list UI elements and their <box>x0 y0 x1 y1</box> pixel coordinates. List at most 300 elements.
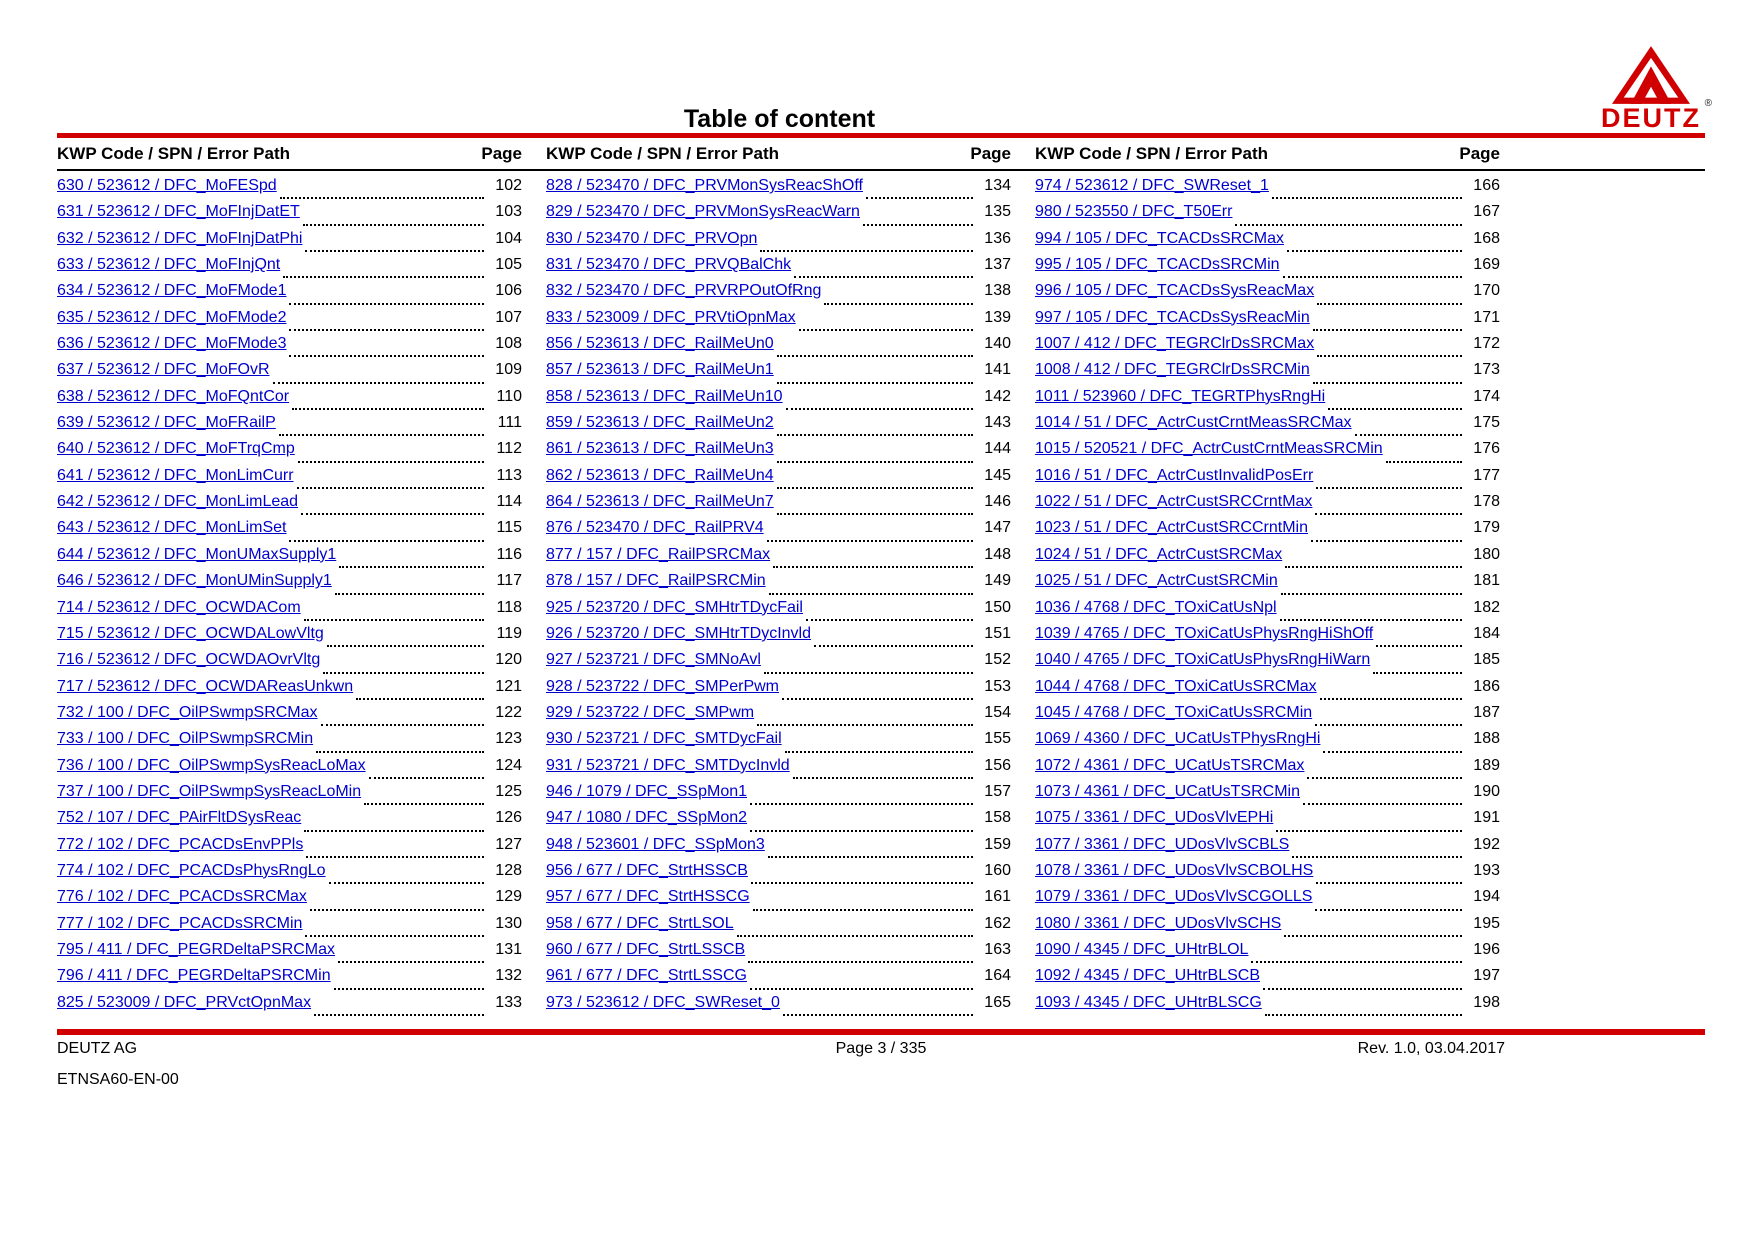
toc-row <box>57 335 522 361</box>
dot-leader <box>767 540 973 542</box>
dot-leader <box>799 329 973 331</box>
toc-entry-page: 104 <box>495 229 522 247</box>
toc-entry-page: 196 <box>1473 940 1500 958</box>
toc-column-1 <box>57 177 522 1020</box>
toc-entry-link[interactable]: 646 / 523612 / DFC_MonUMinSupply1 <box>57 572 332 590</box>
toc-entry-page: 115 <box>496 519 522 537</box>
toc-row <box>1035 941 1500 967</box>
toc-entry-page: 161 <box>984 888 1011 906</box>
toc-row <box>57 599 522 625</box>
toc-entry-page: 140 <box>984 335 1011 353</box>
toc-entry-link[interactable]: 1011 / 523960 / DFC_TEGRTPhysRngHi <box>1035 387 1326 405</box>
toc-entry-link[interactable]: 958 / 677 / DFC_StrtLSOL <box>546 914 734 932</box>
toc-entry-page: 141 <box>984 361 1011 379</box>
toc-entry-link[interactable]: 832 / 523470 / DFC_PRVRPOutOfRng <box>546 282 822 300</box>
toc-entry-page: 195 <box>1473 914 1500 932</box>
toc-entry-link[interactable]: 833 / 523009 / DFC_PRVtiOpnMax <box>546 308 796 326</box>
toc-row <box>57 519 522 545</box>
toc-entry-link[interactable]: 878 / 157 / DFC_RailPSRCMin <box>546 572 766 590</box>
toc-entry-page: 110 <box>496 387 522 405</box>
toc-entry-page: 137 <box>984 256 1011 274</box>
toc-entry-page: 163 <box>984 940 1011 958</box>
dot-leader <box>305 935 484 937</box>
dot-leader <box>289 355 484 357</box>
toc-entry-page: 134 <box>984 177 1011 194</box>
toc-row <box>57 651 522 677</box>
toc-row <box>57 203 522 229</box>
dot-leader <box>1285 566 1462 568</box>
toc-entry-link[interactable]: 737 / 100 / DFC_OilPSwmpSysReacLoMin <box>57 782 362 800</box>
dot-leader <box>1276 830 1462 832</box>
toc-entry-link[interactable]: 956 / 677 / DFC_StrtHSSCB <box>546 861 748 879</box>
dot-leader <box>279 434 484 436</box>
toc-entry-link[interactable]: 1078 / 3361 / DFC_UDosVlvSCBOLHS <box>1035 861 1314 879</box>
toc-row <box>546 256 1011 282</box>
toc-entry-link[interactable]: 996 / 105 / DFC_TCACDsSysReacMax <box>1035 282 1315 300</box>
toc-row <box>57 282 522 308</box>
toc-entry-link[interactable]: 716 / 523612 / DFC_OCWDAOvrVltg <box>57 651 321 669</box>
toc-entry-link[interactable]: 772 / 102 / DFC_PCACDsEnvPPls <box>57 835 304 853</box>
toc-entry-page: 112 <box>496 440 522 458</box>
toc-row <box>546 493 1011 519</box>
toc-entry-link[interactable]: 1015 / 520521 / DFC_ActrCustCrntMeasSRCMin <box>1035 440 1383 458</box>
toc-row <box>57 493 522 519</box>
toc-entry-link[interactable]: 776 / 102 / DFC_PCACDsSRCMax <box>57 888 307 906</box>
toc-row <box>57 994 522 1020</box>
dot-leader <box>757 724 973 726</box>
page-header: Page <box>1459 144 1500 163</box>
toc-row <box>57 388 522 414</box>
toc-entry-link[interactable]: 830 / 523470 / DFC_PRVOpn <box>546 229 758 247</box>
toc-row <box>1035 809 1500 835</box>
toc-entry-link[interactable]: 946 / 1079 / DFC_SSpMon1 <box>546 782 748 800</box>
toc-row <box>1035 783 1500 809</box>
dot-leader <box>764 672 973 674</box>
toc-entry-link[interactable]: 777 / 102 / DFC_PCACDsSRCMin <box>57 914 303 932</box>
toc-entry-link[interactable]: 877 / 157 / DFC_RailPSRCMax <box>546 545 771 563</box>
toc-entry-link[interactable]: 857 / 523613 / DFC_RailMeUn1 <box>546 361 774 379</box>
dot-leader <box>1283 276 1462 278</box>
toc-entry-page: 155 <box>984 730 1011 748</box>
toc-entry-page: 160 <box>984 861 1011 879</box>
toc-row <box>546 546 1011 572</box>
dot-leader <box>316 751 484 753</box>
dot-leader <box>297 487 484 489</box>
toc-entry-link[interactable]: 642 / 523612 / DFC_MonLimLead <box>57 493 299 511</box>
toc-entry-link[interactable]: 997 / 105 / DFC_TCACDsSysReacMin <box>1035 308 1310 326</box>
dot-leader <box>273 382 484 384</box>
toc-row <box>1035 361 1500 387</box>
footer-page-indicator: Page 3 / 335 <box>835 1040 927 1057</box>
toc-entry-page: 176 <box>1473 440 1500 458</box>
toc-row <box>57 757 522 783</box>
toc-row <box>1035 599 1500 625</box>
dot-leader <box>1235 224 1462 226</box>
toc-entry-page: 194 <box>1473 888 1500 906</box>
logo-text: DEUTZ <box>1601 103 1701 133</box>
toc-entry-page: 152 <box>984 651 1011 669</box>
toc-entry-link[interactable]: 1014 / 51 / DFC_ActrCustCrntMeasSRCMax <box>1035 414 1352 432</box>
toc-row <box>1035 256 1500 282</box>
registered-mark-icon: ® <box>1704 98 1712 109</box>
toc-entry-link[interactable]: 948 / 523601 / DFC_SSpMon3 <box>546 835 765 853</box>
toc-row <box>546 809 1011 835</box>
dot-leader <box>310 909 484 911</box>
toc-entry-link[interactable]: 929 / 523722 / DFC_SMPwm <box>546 703 755 721</box>
toc-entry-page: 173 <box>1473 361 1500 379</box>
toc-entry-page: 146 <box>984 493 1011 511</box>
toc-row <box>546 730 1011 756</box>
dot-leader <box>356 698 484 700</box>
dot-leader <box>1287 250 1462 252</box>
dot-leader <box>751 882 973 884</box>
toc-row <box>1035 493 1500 519</box>
toc-entry-link[interactable]: 831 / 523470 / DFC_PRVQBalChk <box>546 256 792 274</box>
toc-entry-link[interactable]: 1073 / 4361 / DFC_UCatUsTSRCMin <box>1035 782 1300 800</box>
toc-entry-link[interactable]: 828 / 523470 / DFC_PRVMonSysReacShOff <box>546 177 863 194</box>
toc-entry-link[interactable]: 994 / 105 / DFC_TCACDsSRCMax <box>1035 229 1284 247</box>
dot-leader <box>1355 434 1462 436</box>
toc-row <box>57 809 522 835</box>
toc-row <box>1035 519 1500 545</box>
toc-entry-link[interactable]: 960 / 677 / DFC_StrtLSSCB <box>546 940 746 958</box>
toc-entry-link[interactable]: 634 / 523612 / DFC_MoFMode1 <box>57 282 287 300</box>
toc-entry-link[interactable]: 1072 / 4361 / DFC_UCatUsTSRCMax <box>1035 756 1305 774</box>
toc-entry-link[interactable]: 861 / 523613 / DFC_RailMeUn3 <box>546 440 774 458</box>
toc-entry-page: 158 <box>984 809 1011 827</box>
toc-entry-page: 178 <box>1473 493 1500 511</box>
toc-row <box>546 783 1011 809</box>
toc-row <box>1035 309 1500 335</box>
toc-column-3 <box>1035 177 1500 1020</box>
deutz-wordmark <box>1601 98 1712 133</box>
toc-entry-link[interactable]: 927 / 523721 / DFC_SMNoAvl <box>546 651 761 669</box>
toc-row <box>57 414 522 440</box>
toc-row <box>57 862 522 888</box>
toc-entry-page: 142 <box>984 387 1011 405</box>
toc-entry-link[interactable]: 1077 / 3361 / DFC_UDosVlvSCBLS <box>1035 835 1290 853</box>
toc-row <box>546 361 1011 387</box>
toc-entry-link[interactable]: 630 / 523612 / DFC_MoFESpd <box>57 177 277 194</box>
toc-entry-link[interactable]: 795 / 411 / DFC_PEGRDeltaPSRCMax <box>57 940 336 958</box>
toc-entry-link[interactable]: 864 / 523613 / DFC_RailMeUn7 <box>546 493 774 511</box>
toc-entry-page: 145 <box>984 466 1011 484</box>
toc-row <box>1035 230 1500 256</box>
toc-row <box>1035 704 1500 730</box>
toc-entry-page: 120 <box>495 651 522 669</box>
toc-entry-link[interactable]: 1045 / 4768 / DFC_TOxiCatUsSRCMin <box>1035 703 1313 721</box>
toc-entry-link[interactable]: 825 / 523009 / DFC_PRVctOpnMax <box>57 993 312 1011</box>
dot-leader <box>1272 197 1462 199</box>
toc-row <box>546 836 1011 862</box>
toc-row <box>1035 967 1500 993</box>
dot-leader <box>750 830 973 832</box>
toc-entry-link[interactable]: 733 / 100 / DFC_OilPSwmpSRCMin <box>57 730 314 748</box>
toc-entry-link[interactable]: 980 / 523550 / DFC_T50Err <box>1035 203 1233 221</box>
toc-row <box>57 572 522 598</box>
toc-entry-link[interactable]: 643 / 523612 / DFC_MonLimSet <box>57 519 287 537</box>
dot-leader <box>777 355 973 357</box>
toc-row <box>1035 282 1500 308</box>
toc-entry-page: 150 <box>984 598 1011 616</box>
dot-leader <box>786 408 973 410</box>
toc-entry-link[interactable]: 995 / 105 / DFC_TCACDsSRCMin <box>1035 256 1280 274</box>
dot-leader <box>750 988 973 990</box>
dot-leader <box>304 619 484 621</box>
toc-entry-page: 186 <box>1473 677 1500 695</box>
toc-entry-link[interactable]: 736 / 100 / DFC_OilPSwmpSysReacLoMax <box>57 756 366 774</box>
toc-entry-page: 153 <box>984 677 1011 695</box>
toc-entry-link[interactable]: 856 / 523613 / DFC_RailMeUn0 <box>546 335 774 353</box>
toc-entry-page: 149 <box>984 572 1011 590</box>
toc-entry-link[interactable]: 631 / 523612 / DFC_MoFInjDatET <box>57 203 300 221</box>
toc-entry-page: 159 <box>984 835 1011 853</box>
dot-leader <box>280 197 484 199</box>
toc-entry-page: 170 <box>1473 282 1500 300</box>
toc-entry-page: 164 <box>984 967 1011 985</box>
toc-row <box>57 730 522 756</box>
toc-entry-link[interactable]: 644 / 523612 / DFC_MonUMaxSupply1 <box>57 545 337 563</box>
toc-entry-link[interactable]: 876 / 523470 / DFC_RailPRV4 <box>546 519 764 537</box>
toc-entry-link[interactable]: 930 / 523721 / DFC_SMTDycFail <box>546 730 782 748</box>
toc-row <box>546 678 1011 704</box>
toc-entry-page: 144 <box>984 440 1011 458</box>
toc-row <box>57 467 522 493</box>
dot-leader <box>1303 803 1462 805</box>
toc-entry-link[interactable]: 636 / 523612 / DFC_MoFMode3 <box>57 335 287 353</box>
toc-entry-link[interactable]: 947 / 1080 / DFC_SSpMon2 <box>546 809 748 827</box>
toc-entry-page: 148 <box>984 545 1011 563</box>
toc-entry-link[interactable]: 961 / 677 / DFC_StrtLSSCG <box>546 967 747 985</box>
toc-row <box>546 335 1011 361</box>
toc-entry-page: 154 <box>984 703 1011 721</box>
dot-leader <box>768 856 973 858</box>
dot-leader <box>777 382 973 384</box>
toc-entry-page: 182 <box>1473 598 1500 616</box>
dot-leader <box>1316 487 1462 489</box>
toc-entry-page: 147 <box>984 519 1011 537</box>
toc-entry-page: 198 <box>1473 993 1500 1011</box>
deutz-triangle-icon <box>1612 46 1690 104</box>
dot-leader <box>753 909 973 911</box>
dot-leader <box>1313 382 1462 384</box>
toc-entry-link[interactable]: 957 / 677 / DFC_StrtHSSCG <box>546 888 750 906</box>
toc-entry-link[interactable]: 1080 / 3361 / DFC_UDosVlvSCHS <box>1035 914 1282 932</box>
dot-leader <box>321 724 484 726</box>
toc-entry-link[interactable]: 931 / 523721 / DFC_SMTDycInvld <box>546 756 790 774</box>
toc-row <box>546 704 1011 730</box>
toc-row <box>546 862 1011 888</box>
toc-entry-link[interactable]: 732 / 100 / DFC_OilPSwmpSRCMax <box>57 703 318 721</box>
dot-leader <box>289 303 484 305</box>
toc-entry-page: 166 <box>1473 177 1500 194</box>
dot-leader <box>1284 935 1462 937</box>
toc-entry-page: 108 <box>495 335 522 353</box>
toc-row <box>57 625 522 651</box>
toc-entry-link[interactable]: 796 / 411 / DFC_PEGRDeltaPSRCMin <box>57 967 331 985</box>
toc-entry-link[interactable]: 1025 / 51 / DFC_ActrCustSRCMin <box>1035 572 1278 590</box>
toc-entry-page: 128 <box>495 861 522 879</box>
toc-entry-link[interactable]: 717 / 523612 / DFC_OCWDAReasUnkwn <box>57 677 354 695</box>
toc-entry-link[interactable]: 1036 / 4768 / DFC_TOxiCatUsNpl <box>1035 598 1277 616</box>
toc-entry-link[interactable]: 926 / 523720 / DFC_SMHtrTDycInvld <box>546 624 811 642</box>
toc-entry-page: 190 <box>1473 782 1500 800</box>
dot-leader <box>1265 1014 1462 1016</box>
toc-entry-link[interactable]: 1040 / 4765 / DFC_TOxiCatUsPhysRngHiWarn <box>1035 651 1371 669</box>
toc-header-row <box>57 144 1500 164</box>
dot-leader <box>306 856 484 858</box>
toc-entry-link[interactable]: 829 / 523470 / DFC_PRVMonSysReacWarn <box>546 203 860 221</box>
toc-entry-link[interactable]: 1016 / 51 / DFC_ActrCustInvalidPosErr <box>1035 466 1314 484</box>
toc-entry-page: 185 <box>1473 651 1500 669</box>
toc-row <box>546 388 1011 414</box>
toc-entry-link[interactable]: 925 / 523720 / DFC_SMHtrTDycFail <box>546 598 803 616</box>
toc-entry-page: 168 <box>1473 229 1500 247</box>
document-id: ETNSA60-EN-00 <box>57 1071 179 1088</box>
toc-entry-link[interactable]: 1008 / 412 / DFC_TEGRClrDsSRCMin <box>1035 361 1310 379</box>
toc-entry-link[interactable]: 858 / 523613 / DFC_RailMeUn10 <box>546 387 783 405</box>
toc-row <box>546 440 1011 466</box>
dot-leader <box>305 250 484 252</box>
dot-leader <box>1317 303 1462 305</box>
toc-entry-link[interactable]: 640 / 523612 / DFC_MoFTrqCmp <box>57 440 295 458</box>
toc-entry-link[interactable]: 1069 / 4360 / DFC_UCatUsTPhysRngHi <box>1035 730 1321 748</box>
toc-row <box>57 177 522 203</box>
dot-leader <box>794 276 973 278</box>
toc-row <box>546 572 1011 598</box>
toc-entry-link[interactable]: 1023 / 51 / DFC_ActrCustSRCCrntMin <box>1035 519 1308 537</box>
column-2-header <box>546 144 1011 164</box>
toc-entry-link[interactable]: 1093 / 4345 / DFC_UHtrBLSCG <box>1035 993 1262 1011</box>
toc-entry-page: 124 <box>495 756 522 774</box>
toc-row <box>1035 994 1500 1020</box>
toc-entry-link[interactable]: 1044 / 4768 / DFC_TOxiCatUsSRCMax <box>1035 677 1317 695</box>
dot-leader <box>298 461 484 463</box>
toc-entry-page: 139 <box>984 308 1011 326</box>
dot-leader <box>1313 329 1462 331</box>
dot-leader <box>863 224 973 226</box>
toc-row <box>57 546 522 572</box>
toc-entry-link[interactable]: 639 / 523612 / DFC_MoFRailP <box>57 414 276 432</box>
toc-entry-link[interactable]: 752 / 107 / DFC_PAirFltDSysReac <box>57 809 302 827</box>
toc-entry-link[interactable]: 862 / 523613 / DFC_RailMeUn4 <box>546 466 774 484</box>
toc-entry-link[interactable]: 1039 / 4765 / DFC_TOxiCatUsPhysRngHiShOff <box>1035 624 1374 642</box>
dot-leader <box>335 593 484 595</box>
toc-entry-page: 189 <box>1473 756 1500 774</box>
dot-leader <box>1376 645 1462 647</box>
toc-entry-link[interactable]: 638 / 523612 / DFC_MoFQntCor <box>57 387 290 405</box>
dot-leader <box>329 882 484 884</box>
toc-row <box>57 230 522 256</box>
toc-entry-link[interactable]: 632 / 523612 / DFC_MoFInjDatPhi <box>57 229 303 247</box>
column-1-header <box>57 144 522 164</box>
toc-row <box>546 177 1011 203</box>
toc-entry-page: 177 <box>1473 466 1500 484</box>
toc-entry-link[interactable]: 1075 / 3361 / DFC_UDosVlvEPHi <box>1035 809 1274 827</box>
toc-entry-link[interactable]: 774 / 102 / DFC_PCACDsPhysRngLo <box>57 861 326 879</box>
toc-entry-page: 151 <box>984 624 1011 642</box>
toc-entry-link[interactable]: 714 / 523612 / DFC_OCWDACom <box>57 598 301 616</box>
toc-row <box>546 282 1011 308</box>
dot-leader <box>777 513 973 515</box>
toc-entry-link[interactable]: 1007 / 412 / DFC_TEGRClrDsSRCMax <box>1035 335 1315 353</box>
toc-columns <box>57 177 1500 1020</box>
toc-entry-link[interactable]: 1022 / 51 / DFC_ActrCustSRCCrntMax <box>1035 493 1313 511</box>
toc-entry-page: 118 <box>496 598 522 616</box>
toc-entry-link[interactable]: 641 / 523612 / DFC_MonLimCurr <box>57 466 294 484</box>
toc-entry-page: 130 <box>495 914 522 932</box>
toc-entry-link[interactable]: 1024 / 51 / DFC_ActrCustSRCMax <box>1035 545 1283 563</box>
dot-leader <box>1263 988 1462 990</box>
toc-entry-link[interactable]: 715 / 523612 / DFC_OCWDALowVltg <box>57 624 324 642</box>
dot-leader <box>1315 909 1462 911</box>
toc-entry-page: 192 <box>1473 835 1500 853</box>
toc-row <box>57 967 522 993</box>
toc-entry-link[interactable]: 1090 / 4345 / DFC_UHtrBLOL <box>1035 940 1249 958</box>
page-title: Table of content <box>683 105 876 133</box>
toc-row <box>57 440 522 466</box>
toc-row <box>1035 862 1500 888</box>
toc-entry-link[interactable]: 974 / 523612 / DFC_SWReset_1 <box>1035 177 1269 194</box>
dot-leader <box>750 803 973 805</box>
toc-entry-page: 119 <box>496 624 522 642</box>
toc-entry-link[interactable]: 859 / 523613 / DFC_RailMeUn2 <box>546 414 774 432</box>
toc-row <box>1035 203 1500 229</box>
dot-leader <box>1281 593 1462 595</box>
toc-entry-page: 162 <box>984 914 1011 932</box>
error-path-header: KWP Code / SPN / Error Path <box>57 144 291 163</box>
toc-entry-page: 193 <box>1473 861 1500 879</box>
toc-entry-link[interactable]: 635 / 523612 / DFC_MoFMode2 <box>57 308 287 326</box>
dot-leader <box>369 777 484 779</box>
column-3-header <box>1035 144 1500 164</box>
toc-row <box>1035 836 1500 862</box>
toc-entry-page: 156 <box>984 756 1011 774</box>
dot-leader <box>782 698 973 700</box>
dot-leader <box>783 1014 973 1016</box>
dot-leader <box>289 329 484 331</box>
dot-leader <box>793 777 973 779</box>
toc-row <box>546 651 1011 677</box>
toc-row <box>546 230 1011 256</box>
dot-leader <box>1317 355 1462 357</box>
toc-entry-page: 135 <box>984 203 1011 221</box>
toc-entry-page: 103 <box>495 203 522 221</box>
dot-leader <box>1386 461 1462 463</box>
toc-row <box>546 414 1011 440</box>
toc-entry-link[interactable]: 637 / 523612 / DFC_MoFOvR <box>57 361 270 379</box>
toc-entry-link[interactable]: 973 / 523612 / DFC_SWReset_0 <box>546 993 780 1011</box>
dot-leader <box>1280 619 1462 621</box>
toc-row <box>1035 177 1500 203</box>
toc-row <box>1035 572 1500 598</box>
toc-row <box>1035 678 1500 704</box>
dot-leader <box>1292 856 1462 858</box>
dot-leader <box>737 935 973 937</box>
deutz-logo <box>1591 46 1711 132</box>
toc-row <box>1035 440 1500 466</box>
toc-entry-link[interactable]: 1079 / 3361 / DFC_UDosVlvSCGOLLS <box>1035 888 1313 906</box>
toc-entry-page: 132 <box>495 967 522 985</box>
toc-entry-link[interactable]: 633 / 523612 / DFC_MoFInjQnt <box>57 256 281 274</box>
page-header: Page <box>970 144 1011 163</box>
toc-entry-link[interactable]: 928 / 523722 / DFC_SMPerPwm <box>546 677 779 695</box>
toc-entry-page: 143 <box>984 414 1011 432</box>
toc-entry-link[interactable]: 1092 / 4345 / DFC_UHtrBLSCB <box>1035 967 1260 985</box>
toc-entry-page: 180 <box>1473 545 1500 563</box>
toc-row <box>1035 757 1500 783</box>
toc-column-2 <box>546 177 1011 1020</box>
